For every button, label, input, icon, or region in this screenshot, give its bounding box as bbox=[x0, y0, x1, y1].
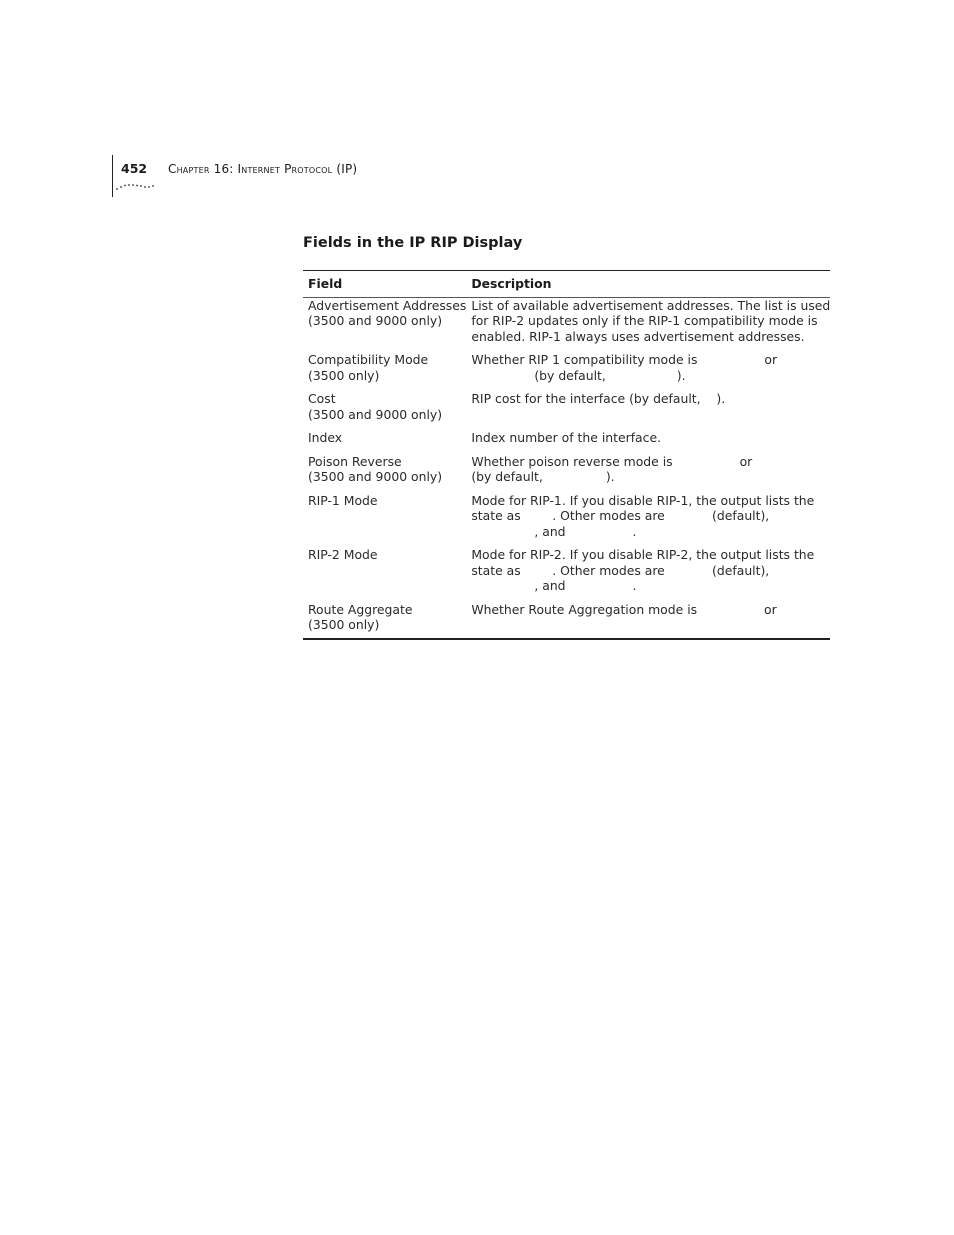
header-rule bbox=[112, 155, 113, 197]
field-cell bbox=[303, 454, 466, 493]
description-text: Whether Route Aggregation mode is or bbox=[471, 601, 777, 617]
page-number: 452 bbox=[121, 161, 148, 176]
field-text: (3500 only) bbox=[308, 617, 380, 632]
section-title: Fields in the IP RIP Display bbox=[303, 235, 523, 251]
field-cell bbox=[303, 391, 466, 430]
description-text: state as . Other modes are (default), bbox=[471, 508, 770, 523]
description-text: List of available advertisement addresses. The list is used bbox=[471, 297, 831, 313]
description-cell bbox=[466, 547, 830, 602]
column-header-description: Description bbox=[466, 271, 830, 298]
dotted-ornament-icon bbox=[114, 181, 158, 191]
column-header-field: Field bbox=[303, 271, 466, 298]
description-text: Whether poison reverse mode is or bbox=[471, 453, 753, 469]
description-text: (by default, ). bbox=[471, 367, 686, 383]
field-text: Compatibility Mode bbox=[308, 352, 429, 367]
chapter-title: Chapter 16: Internet Protocol (IP) bbox=[168, 162, 358, 176]
field-text: Advertisement Addresses bbox=[308, 297, 467, 313]
description-text: Mode for RIP-1. If you disable RIP-1, the output lists the bbox=[471, 492, 815, 508]
field-text: RIP-2 Mode bbox=[308, 547, 378, 562]
field-text: (3500 and 9000 only) bbox=[308, 469, 443, 484]
description-text: Index number of the interface. bbox=[471, 430, 662, 445]
table-row bbox=[303, 430, 830, 454]
field-text: Route Aggregate bbox=[308, 601, 413, 617]
description-text: , and . bbox=[471, 578, 637, 593]
page-header bbox=[112, 155, 412, 197]
table-row bbox=[303, 297, 830, 352]
fields-table bbox=[303, 270, 830, 640]
field-text: Index bbox=[308, 430, 343, 445]
description-cell bbox=[466, 493, 830, 548]
field-cell bbox=[303, 297, 466, 352]
description-cell bbox=[466, 602, 830, 639]
field-text: (3500 only) bbox=[308, 367, 380, 383]
field-cell bbox=[303, 430, 466, 454]
description-text: (by default, ). bbox=[471, 469, 615, 484]
description-text: enabled. RIP-1 always uses advertisement addresses. bbox=[471, 328, 805, 344]
description-cell bbox=[466, 454, 830, 493]
description-cell bbox=[466, 352, 830, 391]
description-text: Mode for RIP-2. If you disable RIP-2, the output lists the bbox=[471, 547, 815, 562]
field-text: (3500 and 9000 only) bbox=[308, 406, 443, 422]
field-text: Poison Reverse bbox=[308, 453, 402, 469]
description-cell bbox=[466, 297, 830, 352]
table-body bbox=[303, 297, 830, 639]
description-text: , and . bbox=[471, 523, 637, 539]
description-text: state as . Other modes are (default), bbox=[471, 562, 770, 578]
table-row bbox=[303, 602, 830, 639]
field-text: (3500 and 9000 only) bbox=[308, 313, 443, 328]
description-text: Whether RIP 1 compatibility mode is or bbox=[471, 352, 778, 367]
description-text: RIP cost for the interface (by default, ). bbox=[471, 391, 726, 406]
table-header-row bbox=[303, 271, 830, 298]
table-row bbox=[303, 352, 830, 391]
table-row bbox=[303, 454, 830, 493]
field-cell bbox=[303, 602, 466, 639]
table-row bbox=[303, 547, 830, 602]
description-cell bbox=[466, 430, 830, 454]
description-text: for RIP-2 updates only if the RIP-1 compatibility mode is bbox=[471, 313, 818, 328]
table-row bbox=[303, 493, 830, 548]
table-row bbox=[303, 391, 830, 430]
field-text: RIP-1 Mode bbox=[308, 492, 378, 508]
field-cell bbox=[303, 547, 466, 602]
field-text: Cost bbox=[308, 391, 336, 406]
field-cell bbox=[303, 352, 466, 391]
description-cell bbox=[466, 391, 830, 430]
field-cell bbox=[303, 493, 466, 548]
